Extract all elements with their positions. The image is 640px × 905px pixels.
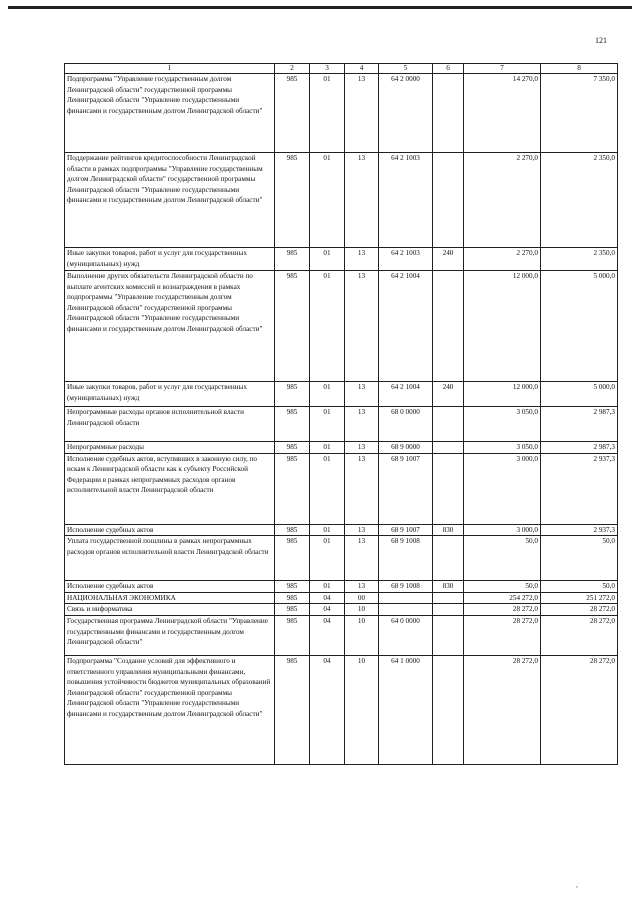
row-name: Уплата государственной пошлины в рамках непрограммных расходов органов исполнительной власти Ленинградской области — [65, 536, 275, 581]
row-col-8: 7 350,0 — [541, 74, 618, 153]
row-col-4: 13 — [345, 407, 379, 442]
row-col-6 — [433, 74, 464, 153]
table-row — [65, 74, 618, 153]
row-col-2: 985 — [275, 442, 310, 454]
row-col-6 — [433, 615, 464, 655]
row-col-3: 01 — [310, 453, 345, 524]
row-col-4: 13 — [345, 382, 379, 407]
row-col-8: 2 350,0 — [541, 248, 618, 271]
row-name: Исполнение судебных актов, вступивших в законную силу, по искам к Ленинградской области как к субъекту Российской Федерации в рамках непрограммных расходов органов исполнительной власти Ленинградской области — [65, 453, 275, 524]
row-col-3: 01 — [310, 153, 345, 248]
table-row — [65, 536, 618, 581]
table-row — [65, 453, 618, 524]
table-row — [65, 655, 618, 764]
row-col-6: 240 — [433, 248, 464, 271]
row-col-8: 50,0 — [541, 581, 618, 593]
row-col-7: 254 272,0 — [464, 592, 541, 604]
row-col-3: 01 — [310, 382, 345, 407]
table-row — [65, 271, 618, 382]
row-col-7: 50,0 — [464, 536, 541, 581]
row-col-5: 64 1 0000 — [379, 655, 433, 764]
row-col-6 — [433, 592, 464, 604]
row-col-5: 68 9 0000 — [379, 442, 433, 454]
row-col-6 — [433, 453, 464, 524]
row-col-3: 01 — [310, 581, 345, 593]
row-col-2: 985 — [275, 407, 310, 442]
row-col-7: 12 000,0 — [464, 271, 541, 382]
row-name: Подпрограмма "Создание условий для эффективного и ответственного управления муниципальными финансами, повышения устойчивости бюджетов муниципальных образований Ленинградской области" государственной программы Ленинградской области "Управление государственными финансами и государственным долгом Ленинградской области" — [65, 655, 275, 764]
row-col-7: 14 270,0 — [464, 74, 541, 153]
row-name: Непрограммные расходы — [65, 442, 275, 454]
row-col-7: 3 050,0 — [464, 407, 541, 442]
header-col-1: 1 — [65, 64, 275, 74]
row-col-3: 01 — [310, 248, 345, 271]
row-col-7: 28 272,0 — [464, 655, 541, 764]
row-col-7: 2 270,0 — [464, 248, 541, 271]
row-col-4: 13 — [345, 581, 379, 593]
table-row — [65, 581, 618, 593]
table-row — [65, 592, 618, 604]
row-col-7: 2 270,0 — [464, 153, 541, 248]
row-col-4: 13 — [345, 536, 379, 581]
row-col-3: 04 — [310, 655, 345, 764]
table-row — [65, 407, 618, 442]
row-col-6 — [433, 604, 464, 616]
header-col-3: 3 — [310, 64, 345, 74]
row-col-2: 985 — [275, 382, 310, 407]
row-col-4: 13 — [345, 153, 379, 248]
row-col-6 — [433, 442, 464, 454]
row-col-8: 28 272,0 — [541, 655, 618, 764]
row-col-8: 2 350,0 — [541, 153, 618, 248]
row-col-2: 985 — [275, 581, 310, 593]
scan-top-border — [8, 6, 632, 9]
row-col-3: 01 — [310, 271, 345, 382]
row-col-3: 04 — [310, 604, 345, 616]
row-name: Государственная программа Ленинградской области "Управление государственными финансами и государственным долгом Ленинградской области" — [65, 615, 275, 655]
table-row — [65, 153, 618, 248]
row-col-8: 2 987,3 — [541, 442, 618, 454]
row-col-5: 64 2 1003 — [379, 153, 433, 248]
row-col-2: 985 — [275, 655, 310, 764]
row-col-6 — [433, 655, 464, 764]
row-col-7: 12 000,0 — [464, 382, 541, 407]
row-col-6: 240 — [433, 382, 464, 407]
row-col-3: 04 — [310, 615, 345, 655]
row-name: Непрограммные расходы органов исполнительной власти Ленинградской области — [65, 407, 275, 442]
row-col-6 — [433, 153, 464, 248]
row-col-5: 68 9 1007 — [379, 524, 433, 536]
row-name: Иные закупки товаров, работ и услуг для государственных (муниципальных) нужд — [65, 382, 275, 407]
row-name: Поддержание рейтингов кредитоспособности Ленинградской области в рамках подпрограммы "Управление государственным долгом Ленинградской области" государственной программы Ленинградской области "Управление государственными финансами и государственным долгом Ленинградской области" — [65, 153, 275, 248]
row-col-7: 50,0 — [464, 581, 541, 593]
row-name: Иные закупки товаров, работ и услуг для государственных (муниципальных) нужд — [65, 248, 275, 271]
row-name: Исполнение судебных актов — [65, 581, 275, 593]
row-col-6 — [433, 271, 464, 382]
row-col-4: 10 — [345, 615, 379, 655]
row-col-3: 01 — [310, 74, 345, 153]
row-col-5: 64 2 1004 — [379, 382, 433, 407]
row-col-2: 985 — [275, 592, 310, 604]
header-col-8: 8 — [541, 64, 618, 74]
row-col-4: 13 — [345, 453, 379, 524]
header-col-2: 2 — [275, 64, 310, 74]
row-col-4: 13 — [345, 271, 379, 382]
row-col-2: 985 — [275, 536, 310, 581]
row-name: НАЦИОНАЛЬНАЯ ЭКОНОМИКА — [65, 592, 275, 604]
row-col-7: 3 050,0 — [464, 442, 541, 454]
row-col-8: 50,0 — [541, 536, 618, 581]
table-row — [65, 604, 618, 616]
row-col-3: 01 — [310, 524, 345, 536]
row-name: Подпрограмма "Управление государственным долгом Ленинградской области" государственной программы Ленинградской области "Управление государственными финансами и государственным долгом Ленинградской области" — [65, 74, 275, 153]
row-col-5 — [379, 592, 433, 604]
row-col-2: 985 — [275, 615, 310, 655]
table-row — [65, 442, 618, 454]
header-col-6: 6 — [433, 64, 464, 74]
row-col-5 — [379, 604, 433, 616]
row-col-2: 985 — [275, 453, 310, 524]
row-col-4: 13 — [345, 524, 379, 536]
row-col-5: 64 2 1004 — [379, 271, 433, 382]
row-col-6: 830 — [433, 524, 464, 536]
table-row — [65, 382, 618, 407]
page-number: 121 — [595, 36, 607, 45]
row-name: Исполнение судебных актов — [65, 524, 275, 536]
row-col-5: 68 9 1008 — [379, 581, 433, 593]
table-row — [65, 248, 618, 271]
row-col-5: 64 0 0000 — [379, 615, 433, 655]
row-col-3: 01 — [310, 536, 345, 581]
row-col-4: 00 — [345, 592, 379, 604]
row-col-2: 985 — [275, 271, 310, 382]
row-col-6: 830 — [433, 581, 464, 593]
row-col-8: 251 272,0 — [541, 592, 618, 604]
table-row — [65, 524, 618, 536]
row-col-8: 5 000,0 — [541, 271, 618, 382]
row-col-3: 01 — [310, 407, 345, 442]
table-row — [65, 615, 618, 655]
row-col-5: 68 0 0000 — [379, 407, 433, 442]
row-col-6 — [433, 407, 464, 442]
row-col-2: 985 — [275, 248, 310, 271]
row-col-6 — [433, 536, 464, 581]
row-col-7: 3 000,0 — [464, 453, 541, 524]
row-col-3: 01 — [310, 442, 345, 454]
row-name: Связь и информатика — [65, 604, 275, 616]
row-col-4: 13 — [345, 442, 379, 454]
row-col-7: 28 272,0 — [464, 615, 541, 655]
row-col-8: 28 272,0 — [541, 615, 618, 655]
row-col-8: 28 272,0 — [541, 604, 618, 616]
row-col-2: 985 — [275, 604, 310, 616]
row-col-5: 64 2 0000 — [379, 74, 433, 153]
row-name: Выполнение других обязательств Ленинградской области по выплате агентских комиссий и вознаграждения в рамках подпрограммы "Управление государственным долгом Ленинградской области" государственной программы Ленинградской области "Управление государственными финансами и государственным долгом Ленинградской области" — [65, 271, 275, 382]
header-row — [65, 64, 618, 74]
row-col-4: 13 — [345, 248, 379, 271]
header-col-5: 5 — [379, 64, 433, 74]
row-col-5: 68 9 1007 — [379, 453, 433, 524]
row-col-2: 985 — [275, 153, 310, 248]
row-col-8: 2 937,3 — [541, 453, 618, 524]
table-body — [65, 74, 618, 765]
row-col-2: 985 — [275, 524, 310, 536]
row-col-3: 04 — [310, 592, 345, 604]
row-col-4: 10 — [345, 655, 379, 764]
row-col-2: 985 — [275, 74, 310, 153]
row-col-4: 10 — [345, 604, 379, 616]
row-col-7: 28 272,0 — [464, 604, 541, 616]
budget-table — [64, 63, 618, 765]
row-col-8: 2 987,3 — [541, 407, 618, 442]
corner-mark: , — [576, 880, 578, 889]
row-col-4: 13 — [345, 74, 379, 153]
row-col-8: 5 000,0 — [541, 382, 618, 407]
header-col-4: 4 — [345, 64, 379, 74]
header-col-7: 7 — [464, 64, 541, 74]
row-col-5: 64 2 1003 — [379, 248, 433, 271]
row-col-7: 3 000,0 — [464, 524, 541, 536]
row-col-5: 68 9 1008 — [379, 536, 433, 581]
row-col-8: 2 937,3 — [541, 524, 618, 536]
